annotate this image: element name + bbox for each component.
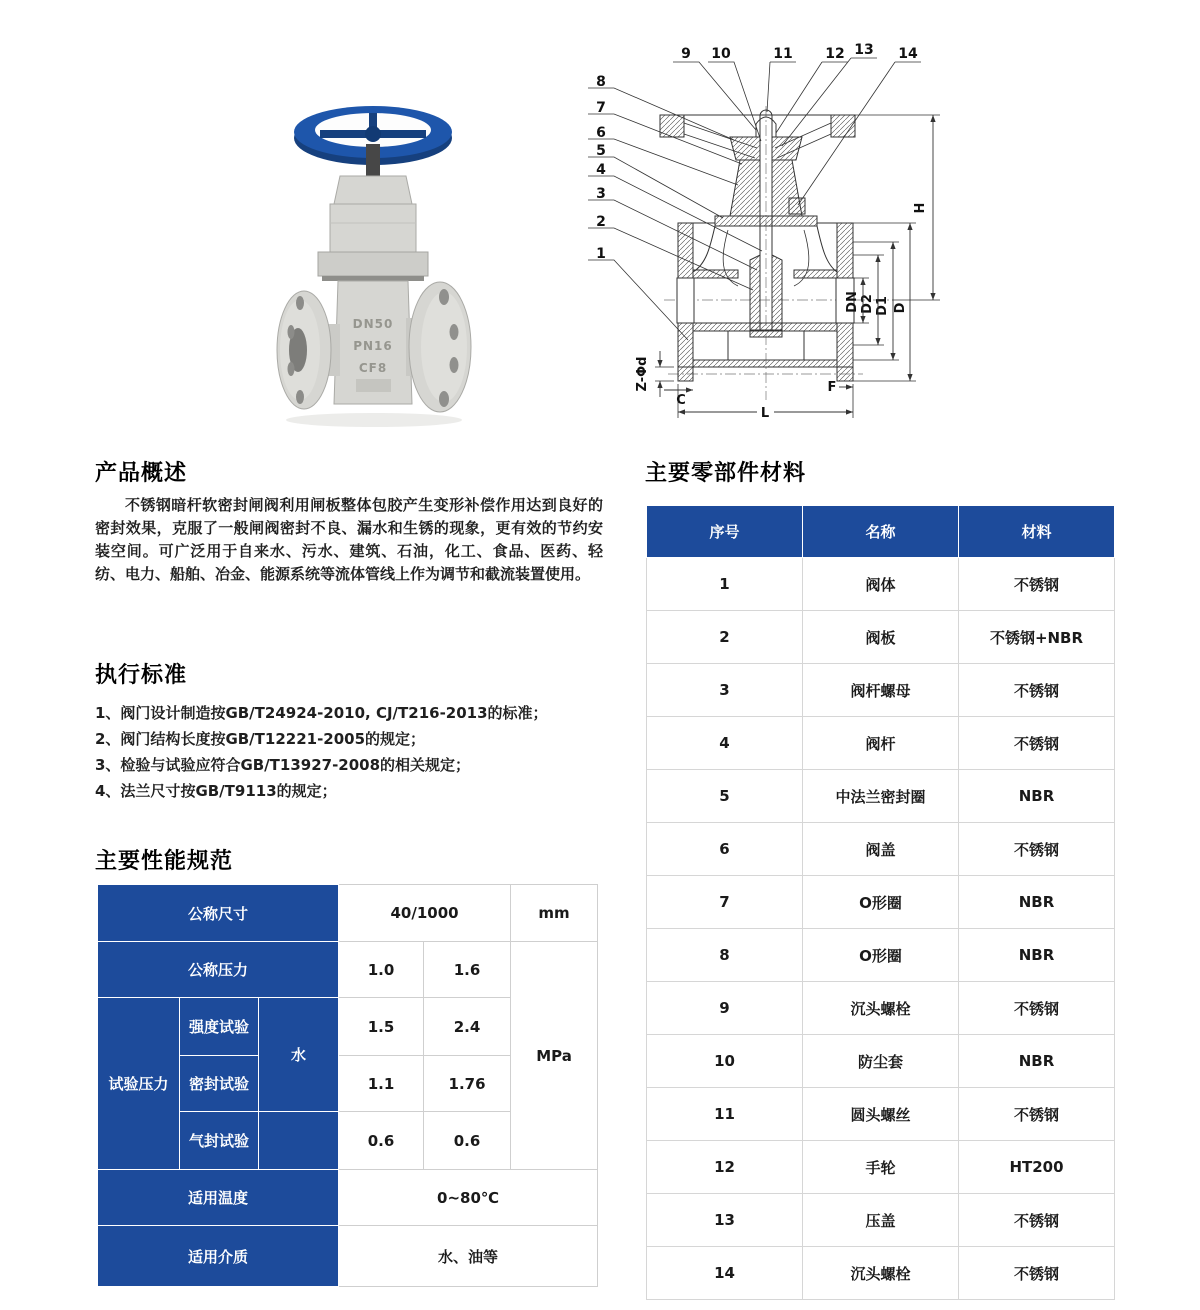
part-name: 阀板 <box>803 611 959 664</box>
part-name: 阀杆螺母 <box>803 664 959 717</box>
part-name: 沉头螺栓 <box>803 1247 959 1300</box>
strength-test-v1: 1.5 <box>339 998 424 1056</box>
photo-shadow <box>286 413 462 427</box>
part-name: 中法兰密封圈 <box>803 770 959 823</box>
dim-d2: D2 <box>860 294 875 314</box>
callout-13: 13 <box>854 42 874 58</box>
part-number: 6 <box>647 823 803 876</box>
part-material: NBR <box>959 1035 1115 1088</box>
table-row <box>98 942 598 998</box>
part-number: 5 <box>647 770 803 823</box>
seal-test-v2: 1.76 <box>424 1056 511 1112</box>
strength-test-label: 强度试验 <box>180 998 259 1056</box>
header-name: 名称 <box>803 506 959 558</box>
part-material: 不锈钢+NBR <box>959 611 1115 664</box>
table-row <box>98 1170 598 1226</box>
table-row <box>647 1088 1115 1141</box>
cross-section-drawing <box>560 20 980 440</box>
part-material: 不锈钢 <box>959 664 1115 717</box>
callout-10: 10 <box>711 46 731 62</box>
performance-title: 主要性能规范 <box>95 849 234 874</box>
part-number: 4 <box>647 717 803 770</box>
callout-1: 1 <box>596 246 606 262</box>
part-material: 不锈钢 <box>959 1088 1115 1141</box>
nominal-size-label: 公称尺寸 <box>98 885 339 942</box>
part-number: 10 <box>647 1035 803 1088</box>
nominal-pressure-v1: 1.0 <box>339 942 424 998</box>
air-test-label: 气封试验 <box>180 1112 259 1170</box>
overview-body: 不锈钢暗杆软密封闸阀利用闸板整体包胶产生变形补偿作用达到良好的密封效果，克服了一般闸阀密封不良、漏水和生锈的现象，更有效的节约安装空间。可广泛用于自来水、污水、建筑、石油，化工、食品、医药、轻纺、电力、船舶、冶金、能源系统等流体管线上作为调节和截流装置使用。 <box>95 496 603 583</box>
table-row <box>647 1035 1115 1088</box>
part-material: NBR <box>959 876 1115 929</box>
part-number: 8 <box>647 929 803 982</box>
table-row <box>647 558 1115 611</box>
part-number: 9 <box>647 982 803 1035</box>
table-row <box>647 982 1115 1035</box>
nominal-pressure-v2: 1.6 <box>424 942 511 998</box>
valve-upper-body <box>318 144 428 281</box>
overview-title: 产品概述 <box>95 461 188 486</box>
dim-d1: D1 <box>875 296 890 316</box>
table-row <box>98 885 598 942</box>
valve-photo <box>272 92 477 430</box>
table-row <box>647 770 1115 823</box>
standards-list <box>95 700 603 804</box>
callout-3: 3 <box>596 186 606 202</box>
part-material: 不锈钢 <box>959 1194 1115 1247</box>
standards-item: 3、检验与试验应符合GB/T13927-2008的相关规定； <box>95 756 471 774</box>
plate-badge <box>356 379 391 392</box>
callout-2: 2 <box>596 214 606 230</box>
gate-valve-photo-illustration <box>272 92 477 430</box>
dim-l: L <box>760 406 770 421</box>
header-no: 序号 <box>647 506 803 558</box>
materials-title: 主要零部件材料 <box>645 461 807 486</box>
diagram-body <box>693 223 837 367</box>
dim-d: D <box>893 302 908 314</box>
callout-5: 5 <box>596 143 606 159</box>
air-test-v1: 0.6 <box>339 1112 424 1170</box>
part-material: 不锈钢 <box>959 1247 1115 1300</box>
valve-cross-section-diagram <box>560 20 980 440</box>
plate-pn: PN16 <box>353 339 393 353</box>
part-number: 2 <box>647 611 803 664</box>
seal-test-v1: 1.1 <box>339 1056 424 1112</box>
table-row <box>647 823 1115 876</box>
callout-7: 7 <box>596 100 606 116</box>
medium-value: 水、油等 <box>339 1226 598 1287</box>
part-name: 阀杆 <box>803 717 959 770</box>
part-material: NBR <box>959 929 1115 982</box>
header-material: 材料 <box>959 506 1115 558</box>
table-row <box>647 717 1115 770</box>
callout-4: 4 <box>596 162 606 178</box>
table-row <box>647 876 1115 929</box>
plate-material: CF8 <box>358 361 388 375</box>
table-row <box>647 929 1115 982</box>
part-name: 阀盖 <box>803 823 959 876</box>
nominal-size-value: 40/1000 <box>339 885 511 942</box>
part-material: 不锈钢 <box>959 982 1115 1035</box>
dim-h: H <box>913 202 928 214</box>
part-name: O形圈 <box>803 929 959 982</box>
dim-c: C <box>676 393 686 408</box>
table-row <box>647 1194 1115 1247</box>
standards-title: 执行标准 <box>95 663 188 688</box>
callout-9: 9 <box>681 46 691 62</box>
part-name: 阀体 <box>803 558 959 611</box>
part-name: 防尘套 <box>803 1035 959 1088</box>
materials-body <box>647 558 1115 1300</box>
part-name: O形圈 <box>803 876 959 929</box>
part-material: 不锈钢 <box>959 823 1115 876</box>
plate-dn: DN50 <box>352 317 394 331</box>
part-name: 沉头螺栓 <box>803 982 959 1035</box>
part-material: 不锈钢 <box>959 558 1115 611</box>
medium-label: 适用介质 <box>98 1226 339 1287</box>
performance-table <box>97 884 598 1287</box>
left-flange <box>277 291 340 409</box>
part-name: 压盖 <box>803 1194 959 1247</box>
part-number: 3 <box>647 664 803 717</box>
nominal-size-unit: mm <box>511 885 598 942</box>
table-row <box>647 1247 1115 1300</box>
callout-8: 8 <box>596 74 606 90</box>
callout-12: 12 <box>825 46 845 62</box>
temperature-value: 0~80℃ <box>339 1170 598 1226</box>
part-name: 圆头螺丝 <box>803 1088 959 1141</box>
part-number: 13 <box>647 1194 803 1247</box>
part-number: 12 <box>647 1141 803 1194</box>
diagram-flanges <box>677 223 854 381</box>
materials-table <box>646 505 1115 1300</box>
part-number: 1 <box>647 558 803 611</box>
empty-blue-cell <box>259 1112 339 1170</box>
test-medium: 水 <box>259 998 339 1112</box>
callout-6: 6 <box>596 125 606 141</box>
part-number: 7 <box>647 876 803 929</box>
part-number: 11 <box>647 1088 803 1141</box>
dim-z-phi-d: Z-Φd <box>635 356 650 392</box>
standards-item: 2、阀门结构长度按GB/T12221-2005的规定； <box>95 730 426 748</box>
table-row <box>647 1141 1115 1194</box>
callouts-top <box>673 42 921 205</box>
part-material: HT200 <box>959 1141 1115 1194</box>
part-material: 不锈钢 <box>959 717 1115 770</box>
temperature-label: 适用温度 <box>98 1170 339 1226</box>
table-row <box>647 664 1115 717</box>
materials-header-row <box>647 506 1115 558</box>
callout-11: 11 <box>773 46 793 62</box>
air-test-v2: 0.6 <box>424 1112 511 1170</box>
part-material: NBR <box>959 770 1115 823</box>
test-pressure-label: 试验压力 <box>98 998 180 1170</box>
standards-item: 1、阀门设计制造按GB/T24924-2010, CJ/T216-2013的标准； <box>95 704 548 722</box>
right-flange <box>406 282 471 412</box>
callout-14: 14 <box>898 46 918 62</box>
strength-test-v2: 2.4 <box>424 998 511 1056</box>
table-row <box>98 1226 598 1287</box>
nominal-pressure-label: 公称压力 <box>98 942 339 998</box>
pressure-unit: MPa <box>511 942 598 1170</box>
part-name: 手轮 <box>803 1141 959 1194</box>
dim-dn: DN <box>845 291 860 313</box>
standards-item: 4、法兰尺寸按GB/T9113的规定； <box>95 782 337 800</box>
seal-test-label: 密封试验 <box>180 1056 259 1112</box>
table-row <box>647 611 1115 664</box>
dim-f: F <box>827 380 837 395</box>
part-number: 14 <box>647 1247 803 1300</box>
